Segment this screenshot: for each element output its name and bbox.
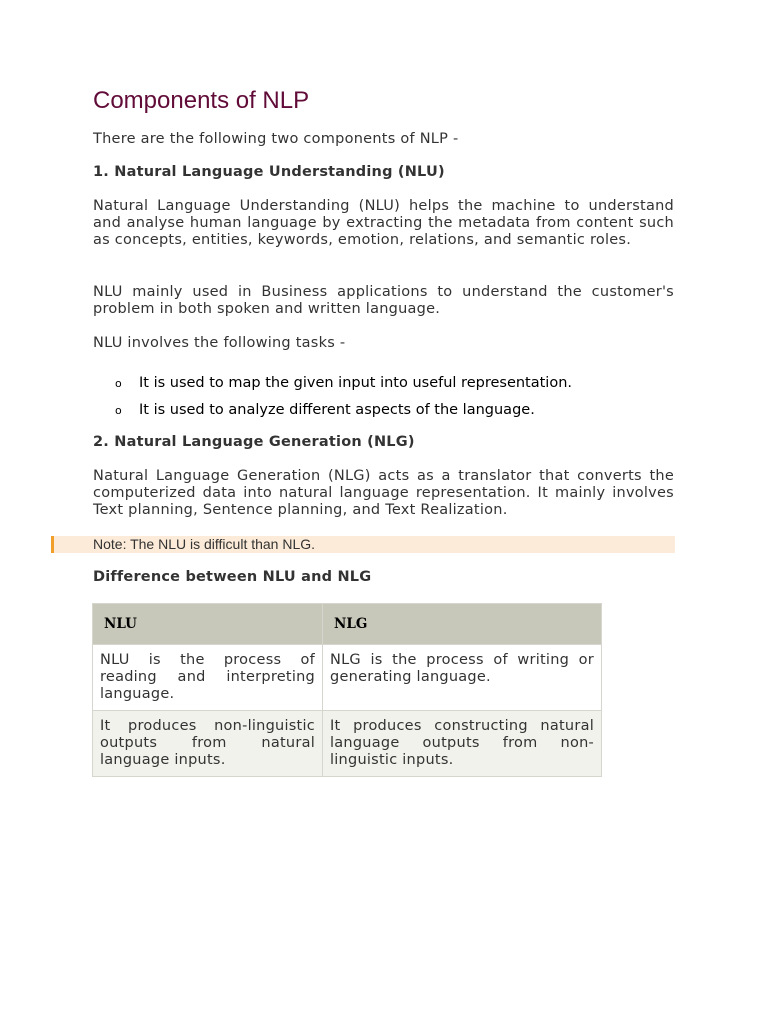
table-cell: It produces non-linguistic outputs from natural language inputs.	[93, 711, 323, 777]
intro-paragraph: There are the following two components of NLP -	[93, 131, 459, 147]
note-text: Note: The NLU is difficult than NLG.	[93, 536, 316, 552]
list-item-text: It is used to analyze different aspects of the language.	[139, 402, 535, 418]
nlu-heading: 1. Natural Language Understanding (NLU)	[93, 164, 445, 180]
difference-heading: Difference between NLU and NLG	[93, 569, 372, 585]
list-item	[93, 370, 572, 397]
nlu-paragraph-2: NLU mainly used in Business applications to understand the customer's problem in both spoken and written language.	[93, 284, 674, 317]
bullet-circle-icon: o	[115, 404, 122, 417]
note-accent-bar	[51, 536, 54, 553]
table-row	[93, 711, 602, 777]
list-item	[93, 397, 572, 424]
nlu-tasks-intro: NLU involves the following tasks -	[93, 335, 346, 351]
nlu-paragraph-1: Natural Language Understanding (NLU) helps the machine to understand and analyse human language by extracting the metadata from content such as concepts, entities, keywords, emotion, relations, and semantic roles.	[93, 198, 674, 248]
nlg-paragraph: Natural Language Generation (NLG) acts as a translator that converts the computerized data into natural language representation. It mainly involves Text planning, Sentence planning, and Text Realization.	[93, 468, 674, 518]
table-cell: It produces constructing natural language outputs from non-linguistic inputs.	[323, 711, 602, 777]
table-header-row	[93, 604, 602, 645]
bullet-circle-icon: o	[115, 377, 122, 390]
table-row	[93, 645, 602, 711]
table-cell: NLG is the process of writing or generating language.	[323, 645, 602, 711]
note-box	[51, 536, 675, 553]
table-cell: NLU is the process of reading and interpreting language.	[93, 645, 323, 711]
comparison-table	[92, 603, 602, 777]
page-title: Components of NLP	[93, 87, 310, 114]
nlu-tasks-list	[93, 370, 572, 424]
table-header-nlu: NLU	[93, 604, 323, 645]
list-item-text: It is used to map the given input into useful representation.	[139, 375, 573, 391]
nlg-heading: 2. Natural Language Generation (NLG)	[93, 434, 415, 450]
table-header-nlg: NLG	[323, 604, 602, 645]
